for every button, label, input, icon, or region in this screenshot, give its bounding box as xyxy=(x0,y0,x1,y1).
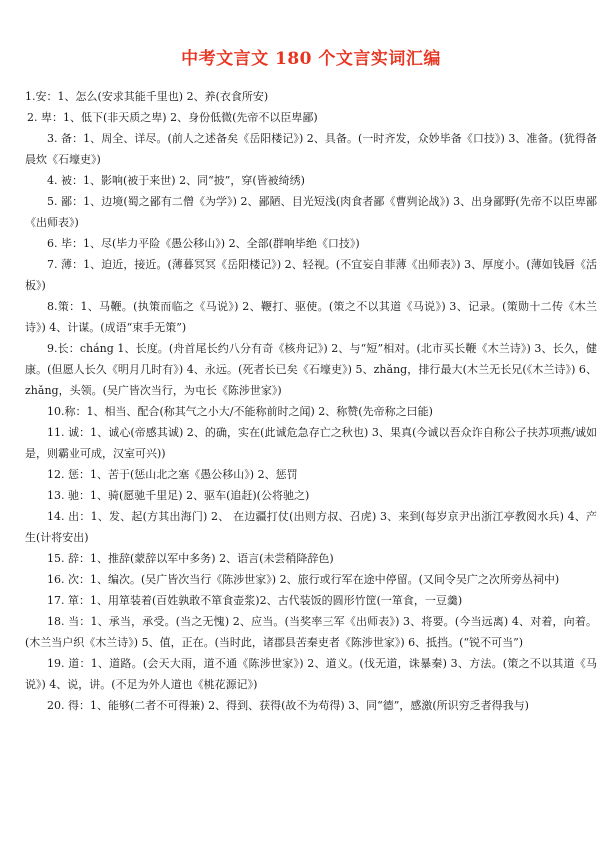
entry-cheng-match: 10.称：1、相当、配合(称其气之小大/不能称前时之闻) 2、称赞(先帝称之曰能) xyxy=(47,405,433,418)
entry-an: 1.安：1、怎么(安求其能千里也) 2、养(衣食所安) xyxy=(25,90,269,103)
entry-dang: 18. 当：1、承当，承受。(当之无愧) 2、应当。(当奖率三军《出师表》) 3、将要。(今当远离) 4、对着，向着。(木兰当户织《木兰诗》) 5、值，正在。(当时此，诸郡县苦秦吏者《陈涉世家》) 6、抵挡。(“锐不可当”) xyxy=(25,615,597,649)
entry-ci-order: 16. 次：1、编次。(吴广皆次当行《陈涉世家》) 2、旅行或行军在途中停留。(又间令吴广之次所旁丛祠中) xyxy=(47,573,560,586)
entry-chang: 9.长：cháng 1、长度。(舟首尾长约八分有奇《核舟记》) 2、与“短”相对。(北市买长鞭《木兰诗》) 3、长久，健康。(但愿人长久《明月几时有》) 4、永远。(死者长已矣《石壕吏》) 5、zhǎng，排行最大(木兰无长兄(《木兰诗》) 6、zhǎng，头领。(吴广皆次当行，为屯长《陈涉世家》) xyxy=(25,342,597,397)
entry-list xyxy=(25,86,597,716)
entry-bei-low: 2. 卑：1、低下(非天质之卑) 2、身份低微(先帝不以臣卑鄙) xyxy=(27,111,318,124)
entry-bo: 7. 薄：1、迫近，接近。(薄暮冥冥《岳阳楼记》) 2、轻视。(不宜妄自菲薄《出师表》) 3、厚度小。(薄如钱唇《活板》) xyxy=(25,258,597,292)
entry-de: 20. 得：1、能够(二者不可得兼) 2、得到、获得(故不为苟得) 3、同“德”，感激(所识穷乏者得我与) xyxy=(47,699,529,712)
entry-dan: 17. 箪：1、用箪装着(百姓孰敢不箪食壶浆)2、古代装饭的圆形竹筐(一箪食，一豆羹) xyxy=(47,594,463,607)
entry-cheng-sincere: 11. 诚：1、诚心(帝感其诚) 2、的确，实在(此诚危急存亡之秋也) 3、果真(今诚以吾众诈自称公子扶苏项燕/诚如是，则霸业可成，汉室可兴)) xyxy=(25,426,597,460)
entry-chu: 14. 出：1、发、起(方其出海门) 2、 在边疆打仗(出则方叔、召虎) 3、来到(每岁京尹出浙江亭教阅水兵) 4、产生(计将安出) xyxy=(25,510,597,544)
entry-bi-finish: 6. 毕：1、尽(毕力平险《愚公移山》) 2、全部(群响毕绝《口技》) xyxy=(47,237,360,250)
entry-bei-cover: 4. 被：1、影响(被于来世) 2、同“披”，穿(皆被绮绣) xyxy=(47,174,305,187)
entry-ci-decline: 15. 辞：1、推辞(蒙辞以军中多务) 2、语言(未尝稍降辞色) xyxy=(47,552,334,565)
entry-cheng-suffer: 12. 惩：1、苦于(惩山北之塞《愚公移山》) 2、惩罚 xyxy=(47,468,298,481)
entry-bei-prepare: 3. 备：1、周全、详尽。(前人之述备矣《岳阳楼记》) 2、具备。(一时齐发，众妙毕备《口技》) 3、准备。(犹得备晨炊《石壕吏》) xyxy=(25,132,597,166)
entry-chi: 13. 驰：1、骑(愿驰千里足) 2、驱车(追赶)(公将驰之) xyxy=(47,489,310,502)
entry-bi-border: 5. 鄙：1、边境(蜀之鄙有二僧《为学》) 2、鄙陋、目光短浅(肉食者鄙《曹刿论战》) 3、出身鄙野(先帝不以臣卑鄙《出师表》) xyxy=(25,195,597,229)
entry-dao: 19. 道：1、道路。(会天大雨，道不通《陈涉世家》) 2、道义。(伐无道，诛暴秦) 3、方法。(策之不以其道《马说》) 4、说，讲。(不足为外人道也《桃花源记》) xyxy=(25,657,597,691)
document-title: 中考文言文 180 个文言实词汇编 xyxy=(181,49,441,69)
entry-ce: 8.策：1、马鞭。(执策而临之《马说》) 2、鞭打、驱使。(策之不以其道《马说》) 3、记录。(策勋十二传《木兰诗》) 4、计谋。(成语“束手无策”) xyxy=(25,300,597,334)
